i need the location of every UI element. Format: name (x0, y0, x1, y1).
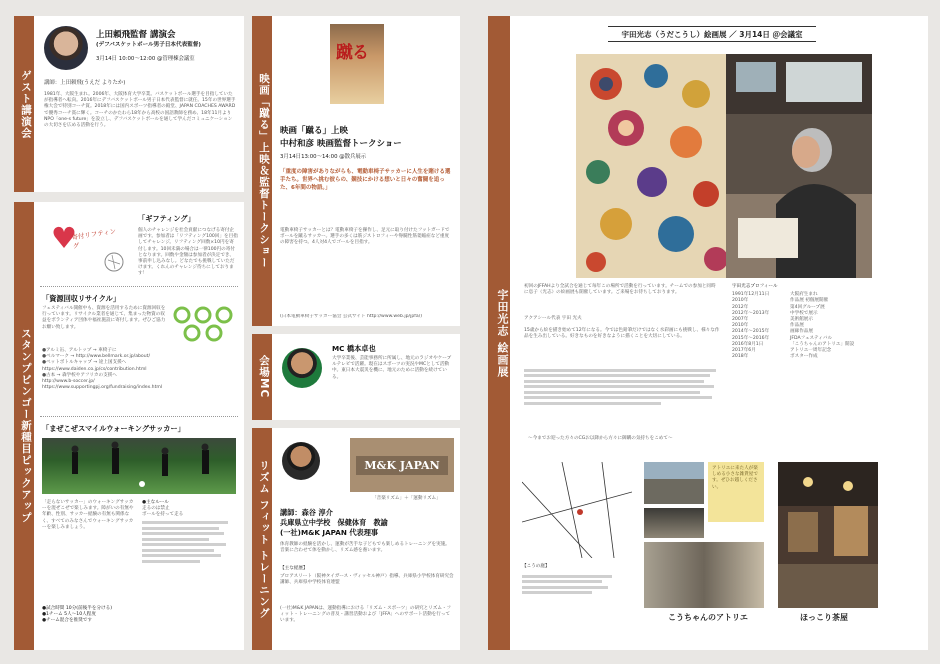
atelier-label: こうちゃんのアトリエ (668, 613, 748, 622)
gifting-body: 個人のチャレンジを社会貢献につなげる寄付企画です。参加者は「リフティング100回」を目指してチャレンジ。リフティング回数×10円を寄付します。10回未満の場合は一律100円の寄付となります。回数や金額は参加者が決定でき、事前申し込みなし。どなたでも挑戦していただけます。くれんのチャレンジ待ちにしております！ (138, 228, 238, 277)
section-tab-stamp: スタンプビンゴー新種目ピックアップ (14, 202, 34, 650)
list-item: ●1チーム 5人〜10人程度 (42, 612, 96, 618)
walking-soccer-photo (42, 438, 236, 494)
recycle-list-item: ●ペットボトルキャップ → 途上国支援へ (42, 360, 127, 366)
rhythm-footer: (一社)M&K JAPANは、運動指導における「リズム・スポーツ」の研究とリズム・フィット・トレーニングの普及・講習活動および「JFFA」へのサポート活動を行っています。 (280, 606, 452, 624)
mc-panel (252, 334, 460, 420)
artist-photo (576, 54, 872, 278)
shop-note: アトリエに来た人が楽しめる小さな雑貨屋です。ぜひお越しください。 (712, 466, 758, 490)
recycle-list-item: ●古本 → 森学校やアフリカの支援へ (42, 372, 117, 378)
atelier-photo-4 (644, 542, 764, 608)
profile-row: 2012年 第4回グループ展 (732, 304, 825, 310)
profile-row: 2017年6月 アトリエ一周年記念 (732, 348, 832, 354)
profile-row: 2010年 作品展 (732, 323, 804, 329)
mc-body: 大学卒業後、芸能事務所に所属し、地元のラジオやケーブルテレビで活躍。現在はスポーツの実況やMCとして活動中。東日本大震災を機に、地元のために活動を続けている。 (332, 356, 452, 380)
walking-soccer-body: 「走らないサッカー」のウォーキングサッカーを混ぜこぜで楽しみます。障がいの有無や年齢、性別、サッカー経験の有無も関係なく、すべてのみなさんでウォーキングサッカーを楽しみましょう。 (42, 500, 134, 530)
mk-japan-logo (350, 438, 454, 492)
film-title: 映画「蹴る」上映 (280, 126, 349, 136)
list-item: ●試合時間 10分(前後半を分ける) (42, 606, 113, 611)
profile-row: 2010年 作品展 初個展開催 (732, 298, 829, 304)
art-header (608, 26, 816, 42)
section-tab-rhythm: リズム フィット トレーニング (252, 428, 272, 650)
atelier-photo-3 (708, 462, 764, 522)
film-panel (252, 16, 460, 326)
profile-row: 2016年8月1日 「こうちゃんのアトリエ」開設 (732, 341, 855, 347)
trainer-role: 兵庫県立中学校 保健体育 教諭 (280, 518, 388, 527)
guest-title: 上田頼飛監督 講演会 (96, 30, 176, 40)
poster-title: 蹴る (336, 43, 368, 63)
guest-speaker: 講師：上田頼飛(うえだ よりたか) (44, 80, 126, 86)
guest-body: 1981年、大阪生まれ。2006年、大阪体育大学卒業。バスケットボール選手を目指していたが指導者へ転向。2016年にデフバスケットボール男子日本代表監督に就任。15年の世界選手権大会で特別コーチ賞。2018年には国内スポーツ指導者の殿堂、JAPAN COACHES AWARDで優秀コーチ賞に輝く。コーチのかたわら18年から高校の国語教師を務め、18年11月よりNPO「one-s future」を設立し、デフバスケットボールを通して学んだコミュニケーションの大切さを広める活動を行う。 (44, 92, 236, 129)
recycle-title: 「資源回収リサイクル」 (42, 294, 121, 303)
mc-photo (282, 348, 322, 388)
recycle-list (42, 348, 238, 391)
mc-title: MC 橋本卓也 (332, 344, 376, 353)
walking-soccer-title: 「まぜこぜスマイルウォーキングサッカー」 (42, 424, 185, 433)
rhythm-caption: 「音楽リズム」＋「運動リズム」 (372, 496, 441, 501)
profile-row: 2015年〜2016年 JFDAフェスティバル (732, 335, 833, 341)
map-title: 【こうの庭】 (522, 564, 550, 569)
map-address-lines (522, 572, 622, 597)
recycle-icon (172, 304, 234, 344)
recycle-list-item[interactable]: https://www.daiden.co.jp/cs/contribution.html (42, 366, 147, 372)
film-datetime: 3月14日13:00〜14:00 @散兵展示 (280, 154, 367, 160)
guest-subtitle: (デフバスケットボール男子日本代表監督) (96, 42, 201, 48)
gifting-title: 「ギフティング」 (138, 214, 195, 223)
section-tab-mc: 会場MC (252, 334, 272, 420)
profile-row: 1991年12月11日 大阪府生まれ (732, 292, 818, 298)
art-intro-signature: アクアシール代表 宇田 光夫 (524, 316, 582, 321)
artist-profile (732, 284, 902, 360)
film-poster (330, 24, 384, 104)
profile-row: 2007年 美術館展示 (732, 317, 813, 323)
profile-row: 2014年〜2015年 画廊作品展 (732, 329, 813, 335)
film-subtitle: 中村和彦 映画監督トークショー (280, 139, 402, 149)
trainer-org: (一社)M&K JAPAN 代表理事 (280, 528, 379, 537)
rhythm-body: 体育教師の経験を活かし、運動が苦手な子どもでも楽しめるトレーニングを実施。音楽に合わせて体を動かし、リズム感を養います。 (280, 542, 450, 554)
divider (40, 286, 238, 287)
section-tab-art: 宇田光志 絵画展 (488, 16, 510, 650)
rhythm-panel (252, 428, 460, 650)
list-item: ●チーム混合を推奨です (42, 618, 92, 624)
history-body: プロアスリート（阪神タイガース・ヴィッセル神戸）指導、兵庫県小学校体育研究会講師、兵庫県中学校体育連盟 (280, 574, 454, 586)
film-body: 電動車椅子サッカーとは？電動車椅子を操作し、足元に取り付けたフットガードでボールを蹴るサッカー。選手の多くは筋ジストロフィーや脊髄性筋萎縮症など重度の障害を持つ。4人対4人でゴールを目指す。 (280, 228, 450, 246)
rule-item: ボールを持って走る (142, 512, 184, 518)
atelier-photo-2 (644, 508, 704, 538)
guest-lecture-panel (14, 16, 244, 192)
recycle-body: フェスティバル開催中も、資源を活用するために資源回収を行っています。リサイクル業者を通じて、集まった物資の収益をボランティア団体や福祉施設に寄付します。ぜひご協力お願い致します。 (42, 306, 166, 330)
film-url[interactable]: (日本電動車椅子サッカー協会 公式サイト http://www.web.jp/jpfa/) (280, 314, 423, 319)
profile-row: 2018年 ポスター作成 (732, 354, 818, 360)
speaker-photo (44, 26, 88, 70)
teahouse-label: ほっこり茶屋 (800, 613, 848, 622)
history-title: 【主な経歴】 (280, 566, 308, 571)
gifting-handwriting: 寄付リフティング (70, 227, 117, 251)
art-exhibition-panel (488, 16, 928, 650)
recycle-list-item: ●アルミ缶、アルトップ → 車椅子に (42, 348, 117, 353)
recycle-list-item[interactable]: ●ベルマーク → http://www.bellmark.or.jp/about/ (42, 354, 151, 360)
atelier-photo-1 (644, 462, 704, 504)
guest-datetime: 3月14日 10:00〜12:00 @管理棟会議室 (96, 56, 195, 62)
trainer-photo (282, 442, 320, 480)
rule-item: 走るのは禁止 (142, 506, 170, 512)
recycle-list-item[interactable]: https://www.supportingpj.org/fundraising/index.html (42, 385, 163, 391)
map-illustration (522, 462, 632, 558)
walking-soccer-rules (142, 500, 238, 565)
walking-bottom-list (42, 606, 112, 625)
teahouse-photo (778, 462, 878, 608)
art-closing: 〜今までお迎った方々のCGお以降から方々に御購の気持ちをこめて〜 (528, 436, 673, 441)
logo-text: M&K JAPAN (356, 456, 447, 475)
film-highlight: 「重度の障害がありながらも、電動車椅子サッカーに人生を賭ける選手たち。世界へ挑む彼らの、競技にかける想いと日々の奮闘を追った、6年間の物語。」 (280, 169, 451, 191)
rules-diagram (142, 521, 238, 563)
art-text-lines (524, 366, 720, 407)
art-header-text: 宇田光志（うだこうし）絵画展 ／ 3月14日 ＠会議室 (621, 29, 803, 39)
profile-title: 宇田光志プロフィール (732, 284, 778, 289)
profile-row: 2012年〜2013年 中学校で展示 (732, 310, 818, 316)
rules-title: ●主なルール (142, 500, 169, 505)
section-tab-guest: ゲスト講演会 (14, 16, 34, 192)
trainer-name: 講師：森谷 淳介 (280, 508, 333, 517)
recycle-list-item[interactable]: http://www.b-soccer.jp/ (42, 379, 95, 385)
divider (40, 416, 238, 417)
stamp-bingo-panel (14, 202, 244, 650)
section-tab-film: 映画「蹴る」上映＆監督トークショー (252, 16, 272, 326)
profile-list (732, 292, 902, 360)
gifting-illustration (42, 212, 134, 276)
art-intro: 初回のJFFAHより全試合を通じて毎年この場所で活動を行っています。チームでの参加と同時に息子（光志）の絵画展も開催しています。ご来場をお待ちしております。 (524, 284, 716, 296)
art-intro-body: 15歳から絵を描き始めて12年になる。今では色鉛筆だけではなく水彩画にも挑戦し、様々な作品を生み出している。好きなものを好きなように描くことを大切にしている。 (524, 328, 720, 340)
